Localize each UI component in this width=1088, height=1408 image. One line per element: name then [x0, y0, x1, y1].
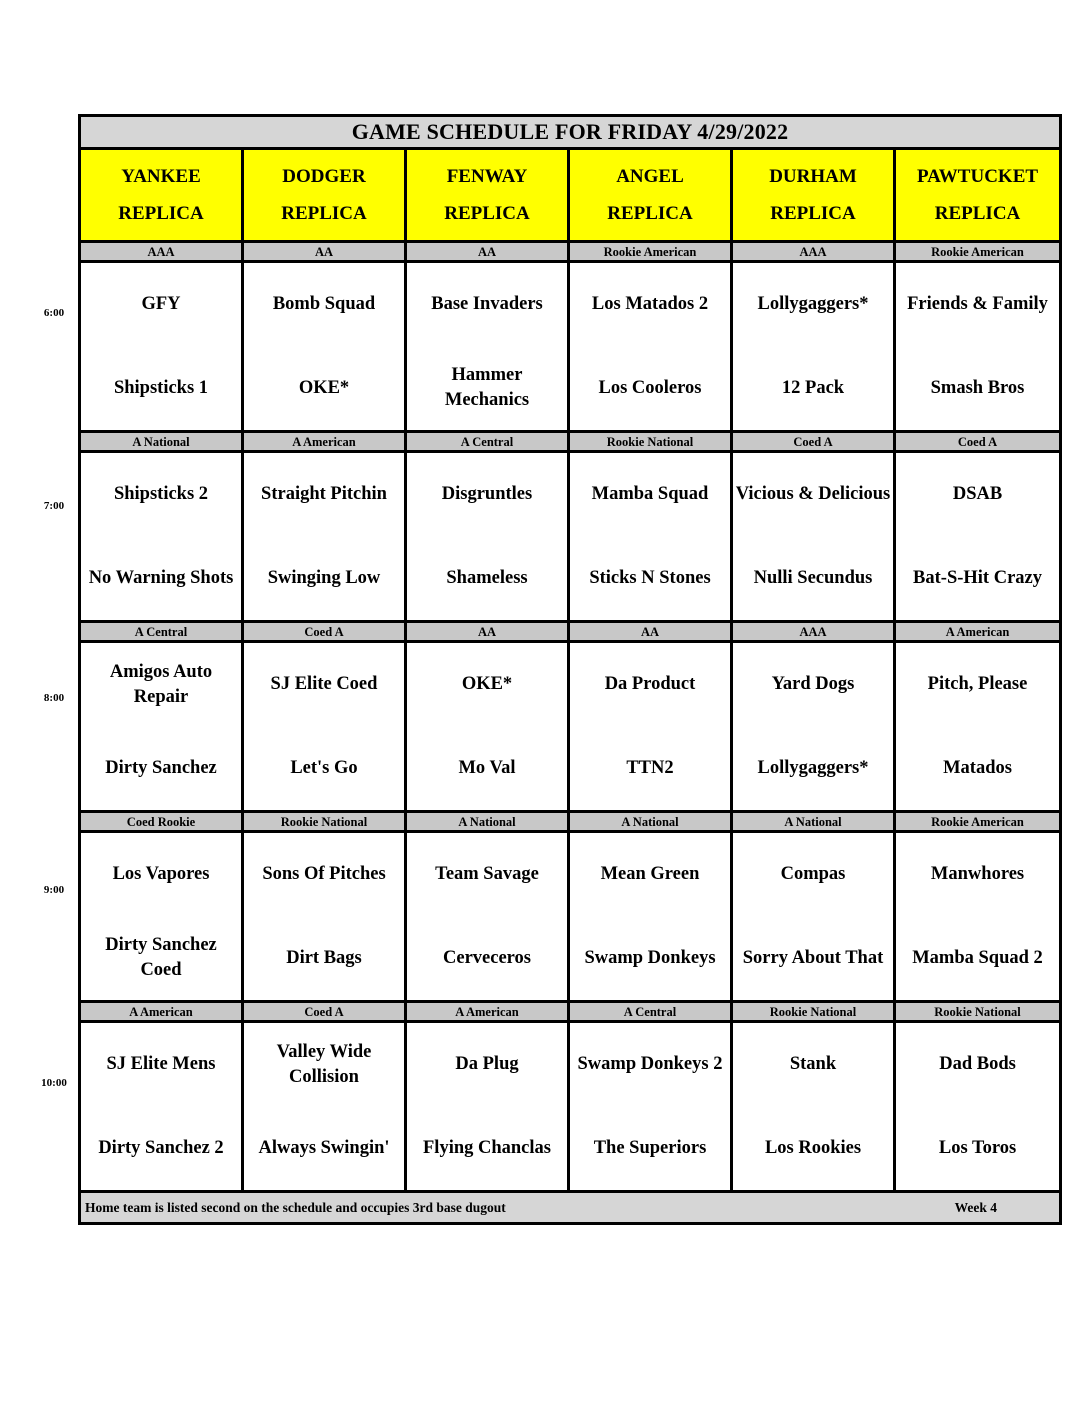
home-team: Swamp Donkeys — [584, 947, 716, 968]
game-cell — [895, 1022, 1061, 1192]
field-header — [895, 149, 1061, 242]
home-team: Smash Bros — [930, 377, 1025, 398]
division-label: A National — [406, 812, 569, 832]
home-team: Lollygaggers* — [757, 757, 869, 778]
home-team: Flying Chanclas — [423, 1137, 551, 1158]
field-header-row — [80, 149, 1061, 242]
footer-row — [80, 1192, 1061, 1224]
home-team: Mamba Squad 2 — [912, 947, 1043, 968]
division-row — [80, 812, 1061, 832]
game-row — [80, 262, 1061, 432]
division-label: A National — [732, 812, 895, 832]
away-team: Mamba Squad — [591, 484, 709, 505]
division-label: AA — [569, 622, 732, 642]
away-team: Friends & Family — [907, 294, 1048, 315]
game-cell — [80, 262, 243, 432]
time-label: 7:00 — [43, 500, 65, 512]
home-team: The Superiors — [593, 1137, 707, 1158]
game-cell — [732, 642, 895, 812]
division-label: Rookie National — [732, 1002, 895, 1022]
game-cell — [406, 642, 569, 812]
game-row — [80, 452, 1061, 622]
game-cell — [243, 832, 406, 1002]
division-label: AA — [243, 242, 406, 262]
home-team: 12 Pack — [781, 377, 845, 398]
field-name: PAWTUCKET — [916, 166, 1039, 187]
home-team: Sticks N Stones — [589, 567, 711, 588]
away-team: Compas — [780, 864, 846, 885]
footer-note: Home team is listed second on the schedule and occupies 3rd base dugout — [85, 1199, 506, 1215]
away-team: Amigos Auto Repair — [109, 661, 213, 707]
division-row — [80, 242, 1061, 262]
division-label: Rookie American — [895, 812, 1061, 832]
game-cell — [895, 452, 1061, 622]
away-team: Swamp Donkeys 2 — [577, 1054, 723, 1075]
division-label: A National — [80, 432, 243, 452]
away-team: Da Plug — [455, 1054, 519, 1075]
home-team: Always Swingin' — [258, 1137, 390, 1158]
field-header — [243, 149, 406, 242]
field-header — [732, 149, 895, 242]
field-type: REPLICA — [934, 203, 1021, 224]
division-label: AAA — [732, 622, 895, 642]
game-cell — [732, 262, 895, 432]
division-label: AAA — [732, 242, 895, 262]
away-team: Los Matados 2 — [591, 294, 709, 315]
division-label: Rookie American — [895, 242, 1061, 262]
division-row — [80, 622, 1061, 642]
division-label: AA — [406, 242, 569, 262]
division-label: A American — [243, 432, 406, 452]
game-cell — [732, 832, 895, 1002]
time-label: 9:00 — [43, 884, 65, 896]
field-header — [569, 149, 732, 242]
home-team: Nulli Secundus — [753, 567, 873, 588]
division-label: AAA — [80, 242, 243, 262]
week-label: Week 4 — [954, 1199, 998, 1215]
time-label: 8:00 — [43, 692, 65, 704]
away-team: SJ Elite Coed — [270, 674, 378, 695]
division-label: Coed A — [732, 432, 895, 452]
game-cell — [80, 642, 243, 812]
home-team: Los Toros — [938, 1137, 1017, 1158]
field-type: REPLICA — [607, 203, 693, 224]
away-team: Straight Pitchin — [261, 484, 387, 505]
away-team: Disgruntles — [441, 484, 533, 505]
game-row — [80, 642, 1061, 812]
division-label: A American — [406, 1002, 569, 1022]
away-team: Pitch, Please — [927, 674, 1028, 695]
game-cell — [406, 1022, 569, 1192]
division-row — [80, 432, 1061, 452]
division-label: Rookie National — [243, 812, 406, 832]
schedule-table — [78, 114, 1062, 1225]
game-cell — [243, 642, 406, 812]
footer — [80, 1192, 1061, 1224]
away-team: Base Invaders — [431, 294, 543, 315]
away-team: Valley Wide Collision — [276, 1041, 372, 1087]
game-cell — [732, 1022, 895, 1192]
game-cell — [80, 452, 243, 622]
home-team: TTN2 — [626, 757, 674, 778]
game-cell — [732, 452, 895, 622]
game-cell — [406, 452, 569, 622]
game-cell — [243, 452, 406, 622]
division-row — [80, 1002, 1061, 1022]
game-cell — [895, 832, 1061, 1002]
game-cell — [243, 1022, 406, 1192]
home-team: Let's Go — [290, 757, 358, 778]
field-header — [80, 149, 243, 242]
division-label: Coed A — [243, 1002, 406, 1022]
division-label: A American — [895, 622, 1061, 642]
home-team: No Warning Shots — [88, 567, 234, 588]
home-team: Matados — [943, 757, 1012, 778]
field-type: REPLICA — [444, 203, 530, 224]
home-team: Shameless — [446, 567, 528, 588]
game-cell — [569, 1022, 732, 1192]
game-cell — [569, 832, 732, 1002]
game-row — [80, 1022, 1061, 1192]
division-label: Rookie National — [895, 1002, 1061, 1022]
field-name: FENWAY — [446, 166, 528, 187]
away-team: Team Savage — [435, 864, 539, 885]
page-title: GAME SCHEDULE FOR FRIDAY 4/29/2022 — [80, 116, 1061, 149]
home-team: Dirty Sanchez Coed — [105, 935, 217, 981]
away-team: Stank — [789, 1054, 837, 1075]
time-label: 6:00 — [43, 307, 65, 319]
division-label: A Central — [569, 1002, 732, 1022]
game-cell — [569, 452, 732, 622]
home-team: Swinging Low — [267, 567, 381, 588]
away-team: Bomb Squad — [272, 294, 376, 315]
away-team: DSAB — [952, 484, 1003, 505]
division-label: Rookie American — [569, 242, 732, 262]
away-team: Lollygaggers* — [757, 294, 869, 315]
game-cell — [895, 262, 1061, 432]
field-type: REPLICA — [118, 203, 204, 224]
home-team: Cerveceros — [443, 947, 531, 968]
division-label: Coed A — [895, 432, 1061, 452]
away-team: Mean Green — [600, 864, 700, 885]
field-name: YANKEE — [121, 166, 201, 187]
division-label: Coed Rookie — [80, 812, 243, 832]
away-team: SJ Elite Mens — [106, 1054, 216, 1075]
field-type: REPLICA — [770, 203, 856, 224]
home-team: Los Cooleros — [598, 377, 702, 398]
away-team: Yard Dogs — [771, 674, 855, 695]
time-label: 10:00 — [41, 1077, 67, 1089]
division-label: A Central — [406, 432, 569, 452]
away-team: Manwhores — [930, 864, 1025, 885]
game-cell — [406, 832, 569, 1002]
away-team: Dad Bods — [939, 1054, 1016, 1075]
home-team: Shipsticks 1 — [113, 377, 209, 398]
field-type: REPLICA — [281, 203, 367, 224]
home-team: OKE* — [298, 377, 350, 398]
home-team: Mo Val — [458, 757, 516, 778]
away-team: Los Vapores — [112, 864, 210, 885]
field-name: ANGEL — [616, 166, 684, 187]
game-cell — [569, 262, 732, 432]
division-label: A Central — [80, 622, 243, 642]
home-team: Dirty Sanchez 2 — [98, 1137, 224, 1158]
away-team: Sons Of Pitches — [262, 864, 386, 885]
away-team: Shipsticks 2 — [113, 484, 209, 505]
game-row — [80, 832, 1061, 1002]
home-team: Los Rookies — [764, 1137, 862, 1158]
game-cell — [406, 262, 569, 432]
game-cell — [569, 642, 732, 812]
title-row — [80, 116, 1061, 149]
field-name: DODGER — [282, 166, 366, 187]
home-team: Sorry About That — [742, 947, 884, 968]
field-name: DURHAM — [769, 166, 857, 187]
home-team: Dirt Bags — [286, 947, 362, 968]
game-cell — [80, 832, 243, 1002]
home-team: Dirty Sanchez — [105, 757, 217, 778]
game-cell — [895, 642, 1061, 812]
home-team: Hammer Mechanics — [444, 365, 530, 411]
away-team: GFY — [141, 294, 181, 315]
away-team: Vicious & Delicious — [735, 484, 891, 505]
away-team: Da Product — [604, 674, 696, 695]
home-team: Bat-S-Hit Crazy — [913, 567, 1042, 588]
away-team: OKE* — [461, 674, 513, 695]
division-label: Coed A — [243, 622, 406, 642]
field-header — [406, 149, 569, 242]
division-label: AA — [406, 622, 569, 642]
game-cell — [243, 262, 406, 432]
division-label: A American — [80, 1002, 243, 1022]
division-label: Rookie National — [569, 432, 732, 452]
game-cell — [80, 1022, 243, 1192]
division-label: A National — [569, 812, 732, 832]
